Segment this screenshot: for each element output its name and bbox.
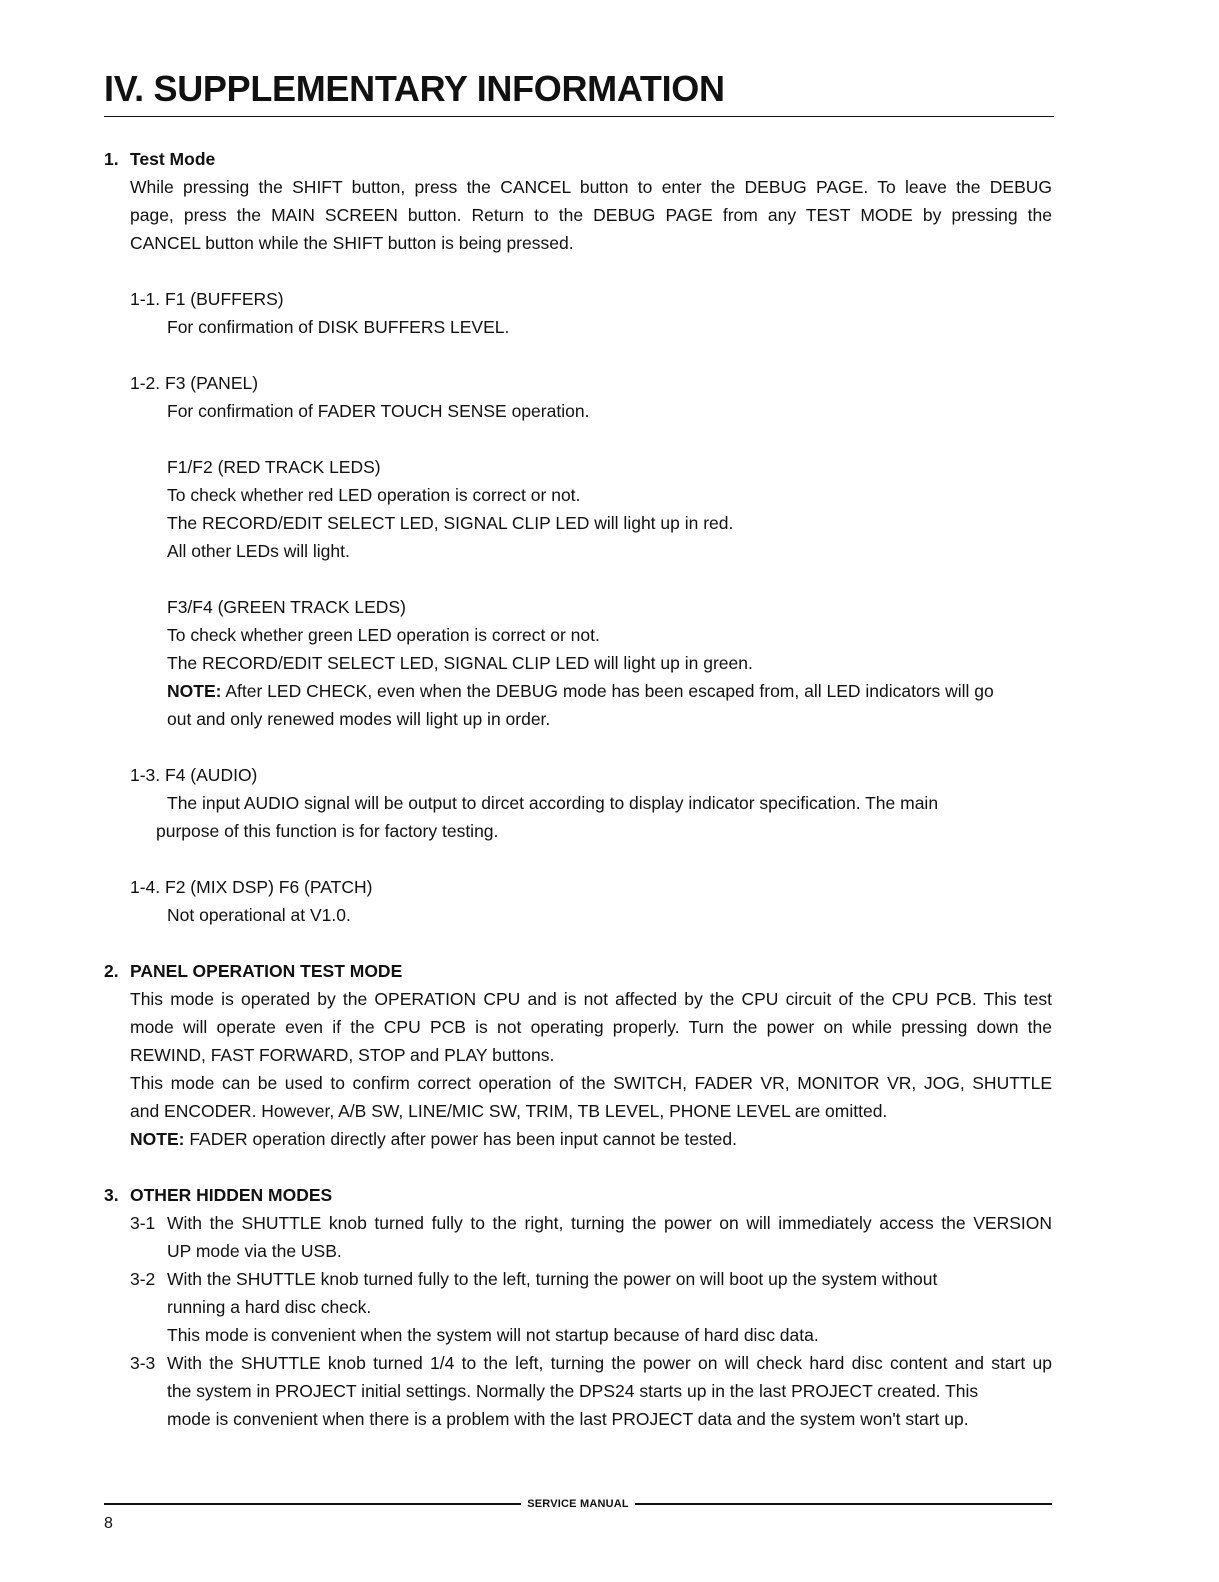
section-heading	[104, 1181, 1052, 1209]
paragraph-line: For confirmation of FADER TOUCH SENSE operation.	[167, 401, 590, 421]
section-title: PANEL OPERATION TEST MODE	[130, 961, 403, 981]
note-text: After LED CHECK, even when the DEBUG mode has been escaped from, all LED indicators will go	[221, 681, 994, 701]
footer-label: SERVICE MANUAL	[527, 1498, 629, 1510]
paragraph-line: purpose of this function is for factory testing.	[156, 821, 499, 841]
paragraph-line: While pressing the SHIFT button, press the CANCEL button to enter the DEBUG PAGE. To leave the DEBUG	[130, 177, 1052, 197]
note-line	[104, 677, 1052, 705]
list-item	[104, 1265, 1052, 1349]
page-title: IV. SUPPLEMENTARY INFORMATION	[104, 68, 725, 109]
document-body	[104, 145, 1052, 1433]
section-title: OTHER HIDDEN MODES	[130, 1185, 333, 1205]
paragraph-line: All other LEDs will light.	[167, 541, 350, 561]
paragraph-line: mode will operate even if the CPU PCB is not operating properly. Turn the power on while pressing down the	[130, 1017, 1052, 1037]
footer-rule-left	[104, 1503, 521, 1505]
subsection-heading: 1-3. F4 (AUDIO)	[130, 765, 258, 785]
paragraph-line: page, press the MAIN SCREEN button. Return to the DEBUG PAGE from any TEST MODE by pressing the	[130, 205, 1052, 225]
paragraph-line: To check whether green LED operation is correct or not.	[167, 625, 600, 645]
paragraph-line: This mode is operated by the OPERATION CPU and is not affected by the CPU circuit of the CPU PCB. This test	[130, 989, 1052, 1009]
page-number: 8	[104, 1515, 113, 1532]
paragraph-line: This mode can be used to confirm correct operation of the SWITCH, FADER VR, MONITOR VR, JOG, SHUTTLE	[130, 1073, 1052, 1093]
section-heading	[104, 957, 1052, 985]
paragraph-line: Not operational at V1.0.	[167, 905, 351, 925]
paragraph-line: The RECORD/EDIT SELECT LED, SIGNAL CLIP LED will light up in green.	[167, 653, 753, 673]
paragraph-line: This mode is convenient when the system will not startup because of hard disc data.	[167, 1325, 819, 1345]
paragraph-line: To check whether red LED operation is correct or not.	[167, 485, 581, 505]
title-divider	[104, 116, 1054, 117]
sub-heading: F3/F4 (GREEN TRACK LEDS)	[167, 597, 406, 617]
section-number: 3.	[104, 1185, 119, 1205]
list-item-number: 3-1	[130, 1213, 156, 1233]
subsection-heading: 1-1. F1 (BUFFERS)	[130, 289, 284, 309]
paragraph-line: The RECORD/EDIT SELECT LED, SIGNAL CLIP LED will light up in red.	[167, 513, 734, 533]
note-line	[104, 1125, 1052, 1153]
paragraph-line: The input AUDIO signal will be output to dircet according to display indicator specification. The main	[167, 793, 939, 813]
paragraph-line: CANCEL button while the SHIFT button is being pressed.	[130, 233, 574, 253]
sub-heading: F1/F2 (RED TRACK LEDS)	[167, 457, 381, 477]
paragraph-line: With the SHUTTLE knob turned 1/4 to the left, turning the power on will check hard disc content and start up	[167, 1353, 1052, 1373]
section-number: 2.	[104, 961, 119, 981]
subsection-heading: 1-2. F3 (PANEL)	[130, 373, 259, 393]
list-item	[104, 1209, 1052, 1265]
paragraph-line: REWIND, FAST FORWARD, STOP and PLAY buttons.	[130, 1045, 555, 1065]
list-item-number: 3-2	[130, 1269, 156, 1289]
paragraph-line: and ENCODER. However, A/B SW, LINE/MIC SW, TRIM, TB LEVEL, PHONE LEVEL are omitted.	[130, 1101, 888, 1121]
paragraph-line: the system in PROJECT initial settings. Normally the DPS24 starts up in the last PROJECT created. This	[167, 1381, 979, 1401]
paragraph-line: For confirmation of DISK BUFFERS LEVEL.	[167, 317, 510, 337]
note-line: out and only renewed modes will light up in order.	[167, 709, 551, 729]
subsection-heading: 1-4. F2 (MIX DSP) F6 (PATCH)	[130, 877, 373, 897]
footer-rule-right	[635, 1503, 1052, 1505]
paragraph-line: With the SHUTTLE knob turned fully to the left, turning the power on will boot up the system without	[167, 1269, 938, 1289]
section-number: 1.	[104, 149, 119, 169]
paragraph-line: UP mode via the USB.	[167, 1241, 342, 1261]
list-item-number: 3-3	[130, 1353, 156, 1373]
footer	[104, 1495, 1052, 1513]
paragraph-line: With the SHUTTLE knob turned fully to the right, turning the power on will immediately access the VERSION	[167, 1213, 1052, 1233]
paragraph-line: running a hard disc check.	[167, 1297, 372, 1317]
note-text: FADER operation directly after power has been input cannot be tested.	[184, 1129, 738, 1149]
paragraph-line: mode is convenient when there is a problem with the last PROJECT data and the system won't start up.	[167, 1409, 969, 1429]
section-title: Test Mode	[130, 149, 216, 169]
note-label: NOTE:	[130, 1129, 185, 1149]
note-label: NOTE:	[167, 681, 222, 701]
list-item	[104, 1349, 1052, 1433]
section-heading	[104, 145, 1052, 173]
